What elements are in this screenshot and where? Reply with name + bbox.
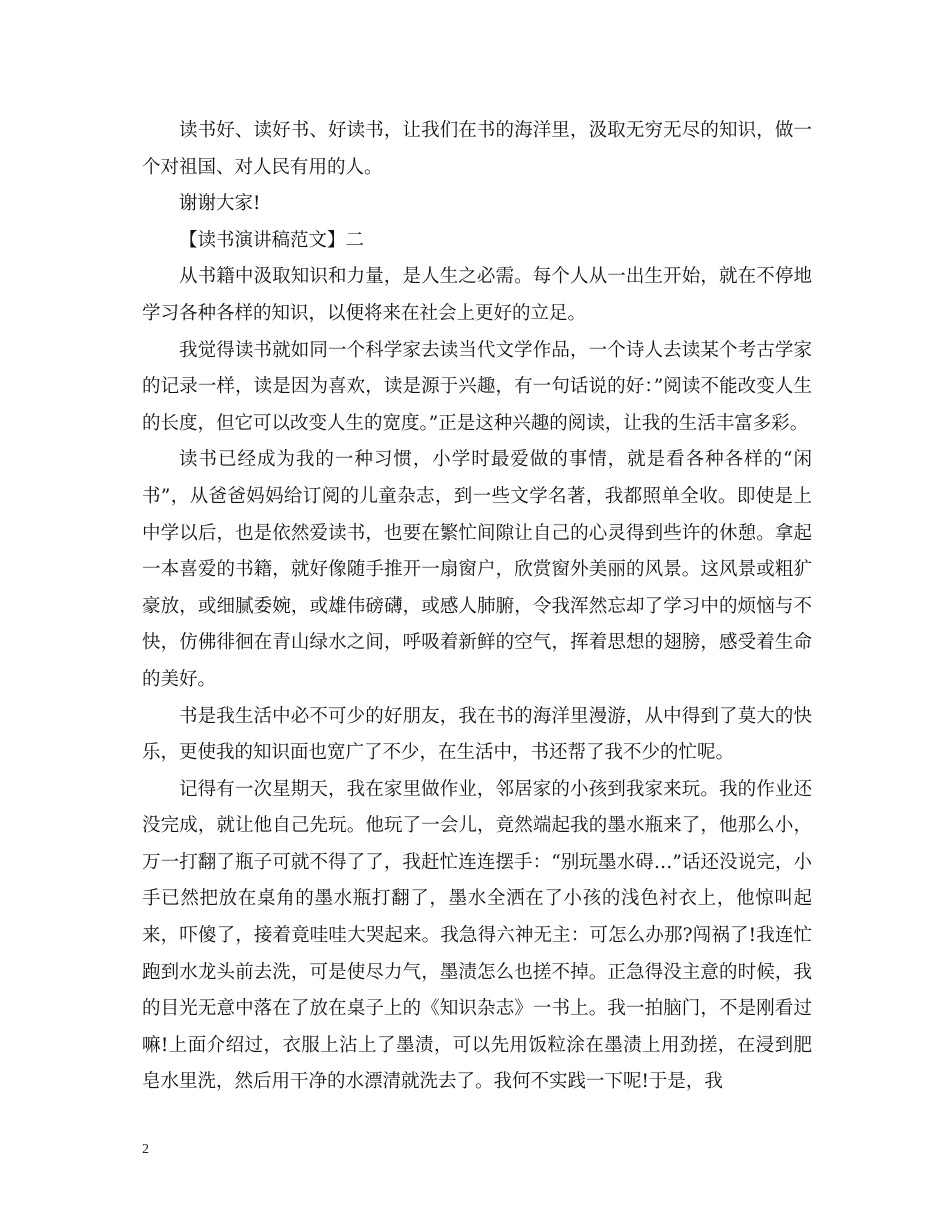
paragraph-reading-habit: 读书已经成为我的一种习惯，小学时最爱做的事情，就是看各种各样的“闲书”，从爸爸妈妈给订阅的儿童杂志，到一些文学名著，我都照单全收。即使是上中学以后，也是依然爱读书，也要在繁忙间隙让自己的心灵得到些许的休憩。拿起一本喜爱的书籍，就好像随手推开一扇窗户，欣赏窗外美丽的风景。这风景或粗犷豪放，或细腻委婉，或雄伟磅礴，或感人肺腑，令我浑然忘却了学习中的烦恼与不快，仿佛徘徊在青山绿水之间，呼吸着新鲜的空气，挥着思想的翅膀，感受着生命的美好。 (142, 449, 812, 690)
paragraph-intro: 从书籍中汲取知识和力量，是人生之必需。每个人从一出生开始，就在不停地学习各种各样的知识，以便将来在社会上更好的立足。 (142, 266, 812, 324)
paragraph-conclusion: 读书好、读好书、好读书，让我们在书的海洋里，汲取无穷无尽的知识，做一个对祖国、对人民有用的人。 (142, 120, 812, 178)
document-body (142, 113, 812, 1101)
paragraph-books-friend: 书是我生活中必不可少的好朋友，我在书的海洋里漫游，从中得到了莫大的快乐，更使我的知识面也宽广了不少，在生活中，书还帮了我不少的忙呢。 (142, 705, 812, 764)
page-number: 2 (142, 1142, 149, 1157)
section-heading: 【读书演讲稿范文】二 (179, 229, 365, 251)
paragraph-reading-interest: 我觉得读书就如同一个科学家去读当代文学作品，一个诗人去读某个考古学家的记录一样，读是因为喜欢，读是源于兴趣，有一句话说的好：”阅读不能改变人生的长度，但它可以改变人生的宽度。”正是这种兴趣的阅读，让我的生活丰富多彩。 (142, 339, 812, 434)
paragraph-thanks: 谢谢大家! (179, 193, 261, 215)
paragraph-ink-story: 记得有一次星期天，我在家里做作业，邻居家的小孩到我家来玩。我的作业还没完成，就让他自己先玩。他玩了一会儿，竟然端起我的墨水瓶来了，他那么小，万一打翻了瓶子可就不得了了，我赶忙连连摆手：“别玩墨水碍…”话还没说完，小手已然把放在桌角的墨水瓶打翻了，墨水全洒在了小孩的浅色衬衣上，他惊叫起来，吓傻了，接着竟哇哇大哭起来。我急得六神无主：可怎么办那?闯祸了!我连忙跑到水龙头前去洗，可是使尽力气，墨渍怎么也搓不掉。正急得没主意的时候，我的目光无意中落在了放在桌子上的《知识杂志》一书上。我一拍脑门，不是刚看过嘛!上面介绍过，衣服上沾上了墨渍，可以先用饭粒涂在墨渍上用劲搓，在浸到肥皂水里洗，然后用干净的水漂清就洗去了。我何不实践一下呢!于是，我 (142, 778, 812, 1093)
